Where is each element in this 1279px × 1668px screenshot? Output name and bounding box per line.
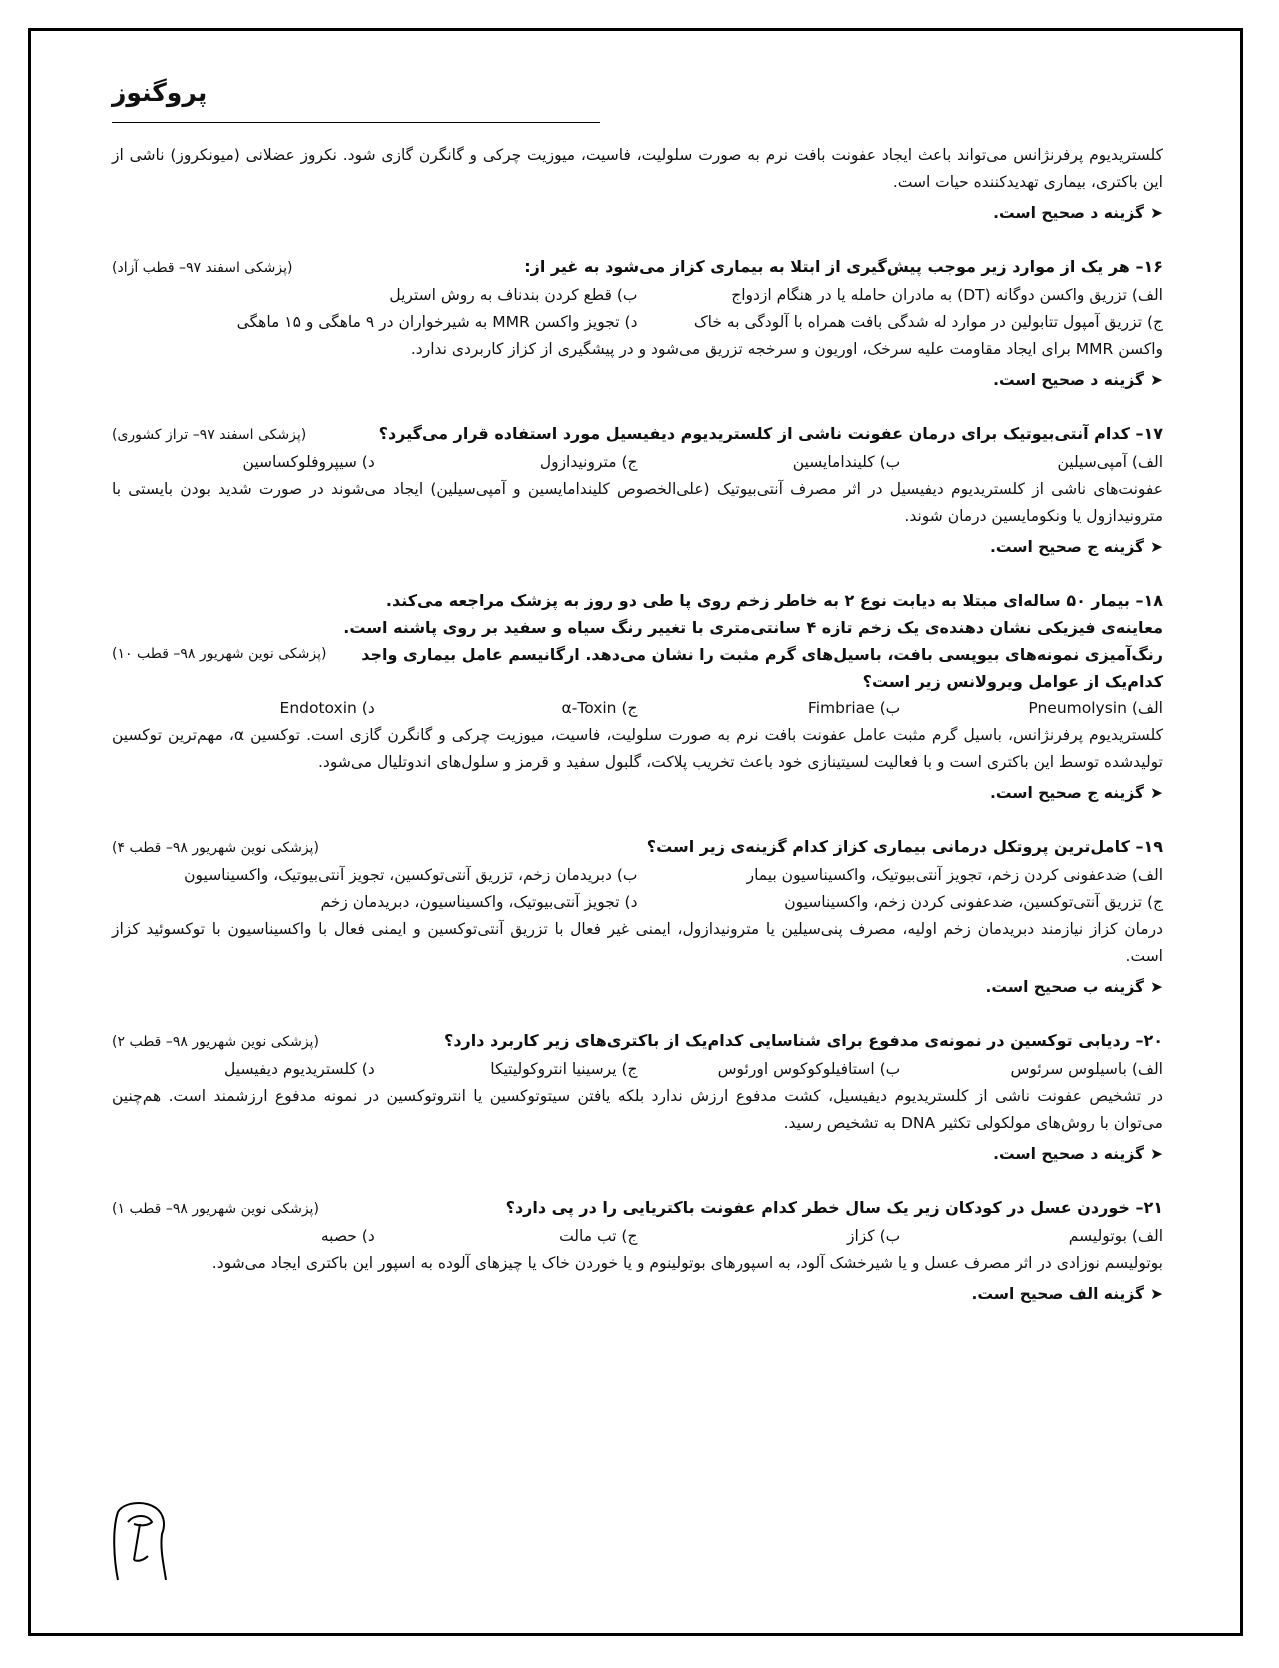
- brand-title: پروگنوز: [112, 78, 208, 107]
- question-19: [112, 833, 1163, 1001]
- intro-answer: [112, 200, 1163, 227]
- question-header: [112, 253, 1163, 282]
- option-c: ج) تب مالت: [559, 1227, 638, 1245]
- question-source: (پزشکی اسفند ۹۷– تراز کشوری): [112, 427, 307, 443]
- question-16: [112, 253, 1163, 394]
- answer: [112, 367, 1163, 394]
- question-stem: ۲۰– ردیابی توکسین در نمونه‌ی مدفوع برای شناسایی کدام‌یک از باکتری‌های زیر کاربرد دارد؟: [444, 1031, 1163, 1050]
- answer-text: گزینه د صحیح است.: [993, 204, 1144, 222]
- option-b: ب) کلیندامایسین: [792, 453, 901, 471]
- option-a: الف) بوتولیسم: [1068, 1227, 1163, 1245]
- answer-text: گزینه الف صحیح است.: [971, 1285, 1144, 1303]
- option-b: ب) قطع کردن بندناف به روش استریل: [389, 286, 638, 304]
- question-18: [112, 587, 1163, 807]
- question-header: [112, 420, 1163, 449]
- explanation: درمان کزاز نیازمند دبریدمان زخم اولیه، مصرف پنی‌سیلین یا مترونیدازول، ایمنی غیر فعال با تزریق آنتی‌توکسین و ایمنی فعال با واکسیناسیون با توکسوئید کزاز است.: [112, 920, 1163, 965]
- question-stem: ۲۱– خوردن عسل در کودکان زیر یک سال خطر کدام عفونت باکتریایی را در پی دارد؟: [505, 1198, 1163, 1217]
- question-20: [112, 1027, 1163, 1168]
- option-c: ج) تزریق آنتی‌توکسین، ضدعفونی کردن زخم، واکسیناسیون: [784, 893, 1163, 911]
- option-c: ج) تزریق آمپول تتابولین در موارد له شدگی بافت همراه با آلودگی به خاک: [693, 313, 1163, 331]
- page-content: [112, 142, 1163, 1308]
- question-source: (پزشکی نوین شهریور ۹۸– قطب ۱): [112, 1201, 319, 1217]
- option-a: الف) تزریق واکسن دوگانه (DT) به مادران حامله یا در هنگام ازدواج: [731, 286, 1163, 304]
- option-d: د) حصبه: [320, 1227, 375, 1245]
- option-b: ب) استافیلوکوکوس اورئوس: [717, 1060, 901, 1078]
- option-a: الف) ضدعفونی کردن زخم، تجویز آنتی‌بیوتیک، واکسیناسیون بیمار: [746, 866, 1163, 884]
- arrow-icon: ➤: [1150, 1145, 1163, 1163]
- option-d: د) تجویز آنتی‌بیوتیک، واکسیناسیون، دبریدمان زخم: [320, 893, 638, 911]
- answer-text: گزینه د صحیح است.: [993, 371, 1144, 389]
- arrow-icon: ➤: [1150, 371, 1163, 389]
- page-header: [112, 78, 207, 107]
- question-stem: ۱۶– هر یک از موارد زیر موجب پیش‌گیری از ابتلا به بیماری کزاز می‌شود به غیر از:: [524, 257, 1163, 276]
- option-a: الف) Pneumolysin: [1028, 699, 1163, 717]
- intro-paragraph: کلستریدیوم پرفرنژانس می‌تواند باعث ایجاد عفونت بافت نرم به صورت سلولیت، فاسیت، میوزیت چرکی و گانگرن گازی شود. نکروز عضلانی (میونکروز) ناشی از این باکتری، بیماری تهدیدکننده حیات است.: [112, 146, 1163, 191]
- options: [112, 1223, 1163, 1250]
- explanation: کلستریدیوم پرفرنژانس، باسیل گرم مثبت عامل عفونت بافت نرم به صورت سلولیت، فاسیت، میوزیت چرکی و گانگرن گازی است. توکسین α، مهم‌ترین توکسین تولیدشده توسط این باکتری است و با فعالیت لسیتینازی خود باعث تخریب پلاکت، گلبول سفید و قرمز و سلول‌های اندوتلیال می‌شود.: [112, 726, 1163, 771]
- option-a: الف) آمپی‌سیلین: [1057, 453, 1163, 471]
- answer-text: گزینه د صحیح است.: [993, 1145, 1144, 1163]
- option-b: ب) Fimbriae: [807, 699, 901, 717]
- answer: [112, 780, 1163, 807]
- question-header: [112, 587, 1163, 695]
- question-source: (پزشکی اسفند ۹۷– قطب آزاد): [112, 260, 293, 276]
- arrow-icon: ➤: [1150, 978, 1163, 996]
- option-d: د) سیپروفلوکساسین: [242, 453, 375, 471]
- arrow-icon: ➤: [1150, 538, 1163, 556]
- arrow-icon: ➤: [1150, 204, 1163, 222]
- answer: [112, 1141, 1163, 1168]
- question-source: (پزشکی نوین شهریور ۹۸– قطب ۲): [112, 1034, 319, 1050]
- options: [112, 695, 1163, 722]
- explanation: بوتولیسم نوزادی در اثر مصرف عسل و یا شیرخشک آلود، به اسپورهای بوتولینوم و یا خوردن خاک یا چیزهای آلوده به اسپور این باکتری ایجاد می‌شود.: [211, 1254, 1163, 1272]
- option-d: د) تجویز واکسن MMR به شیرخواران در ۹ ماهگی و ۱۵ ماهگی: [236, 313, 638, 331]
- arrow-icon: ➤: [1150, 784, 1163, 802]
- option-d: د) کلستریدیوم دیفیسیل: [224, 1060, 375, 1078]
- option-d: د) Endotoxin: [279, 699, 375, 717]
- option-b: ب) دبریدمان زخم، تزریق آنتی‌توکسین، تجویز آنتی‌بیوتیک، واکسیناسیون: [184, 866, 638, 884]
- option-c: ج) مترونیدازول: [539, 453, 638, 471]
- header-rule: [112, 122, 600, 123]
- question-header: [112, 1027, 1163, 1056]
- options: [112, 282, 1163, 336]
- answer-text: گزینه ج صحیح است.: [989, 538, 1144, 556]
- answer-text: گزینه ب صحیح است.: [985, 978, 1144, 996]
- question-source: (پزشکی نوین شهریور ۹۸– قطب ۱۰): [112, 646, 327, 662]
- options: [112, 449, 1163, 476]
- question-stem: ۱۹– کامل‌ترین پروتکل درمانی بیماری کزاز کدام گزینه‌ی زیر است؟: [646, 837, 1163, 856]
- explanation: در تشخیص عفونت ناشی از کلستریدیوم دیفیسیل، کشت مدفوع ارزش ندارد بلکه یافتن سیتوتوکسین یا انتروتوکسین در نمونه مدفوع ارزشمند است. هم‌چنین می‌توان با روش‌های مولکولی تکثیر DNA به تشخیص رسید.: [112, 1087, 1163, 1132]
- explanation: عفونت‌های ناشی از کلستریدیوم دیفیسیل در اثر مصرف آنتی‌بیوتیک (علی‌الخصوص کلیندامایسین و آمپی‌سیلین) ایجاد می‌شوند در صورت شدید بودن بایستی با مترونیدازول یا ونکومایسین درمان شوند.: [112, 480, 1163, 525]
- question-stem: ۱۸– بیمار ۵۰ ساله‌ای مبتلا به دیابت نوع ۲ به خاطر زخم روی پا طی دو روز به پزشک مراجعه می‌کند. معاینه‌ی فیزیکی نشان دهنده‌ی یک زخم تازه ۴ سانتی‌متری با تغییر رنگ سیاه و سفید بر روی پاشنه است. رنگ‌آمیزی نمونه‌های بیوپسی بافت، باسیل‌های گرم مثبت را نشان می‌دهد. ارگانیسم عامل بیماری واجد کدام‌یک از عوامل ویرولانس زیر است؟: [343, 591, 1163, 691]
- question-source: (پزشکی نوین شهریور ۹۸– قطب ۴): [112, 840, 319, 856]
- answer: [112, 534, 1163, 561]
- option-c: ج) یرسینیا انتروکولیتیکا: [490, 1060, 638, 1078]
- answer: [112, 1281, 1163, 1308]
- question-stem: ۱۷– کدام آنتی‌بیوتیک برای درمان عفونت ناشی از کلستریدیوم دیفیسیل مورد استفاده قرار می‌گیرد؟: [378, 424, 1163, 443]
- question-header: [112, 833, 1163, 862]
- answer-text: گزینه ج صحیح است.: [989, 784, 1144, 802]
- question-21: [112, 1194, 1163, 1308]
- option-c: ج) α-Toxin: [561, 699, 638, 717]
- option-b: ب) کزاز: [846, 1227, 901, 1245]
- option-a: الف) باسیلوس سرئوس: [1010, 1060, 1163, 1078]
- explanation: واکسن MMR برای ایجاد مقاومت علیه سرخک، اوریون و سرخجه تزریق می‌شود و در پیشگیری از کزاز کاربردی ندارد.: [410, 340, 1163, 358]
- question-header: [112, 1194, 1163, 1223]
- answer: [112, 974, 1163, 1001]
- options: [112, 862, 1163, 916]
- handwritten-signature-icon: [104, 1500, 176, 1584]
- options: [112, 1056, 1163, 1083]
- question-17: [112, 420, 1163, 561]
- arrow-icon: ➤: [1150, 1285, 1163, 1303]
